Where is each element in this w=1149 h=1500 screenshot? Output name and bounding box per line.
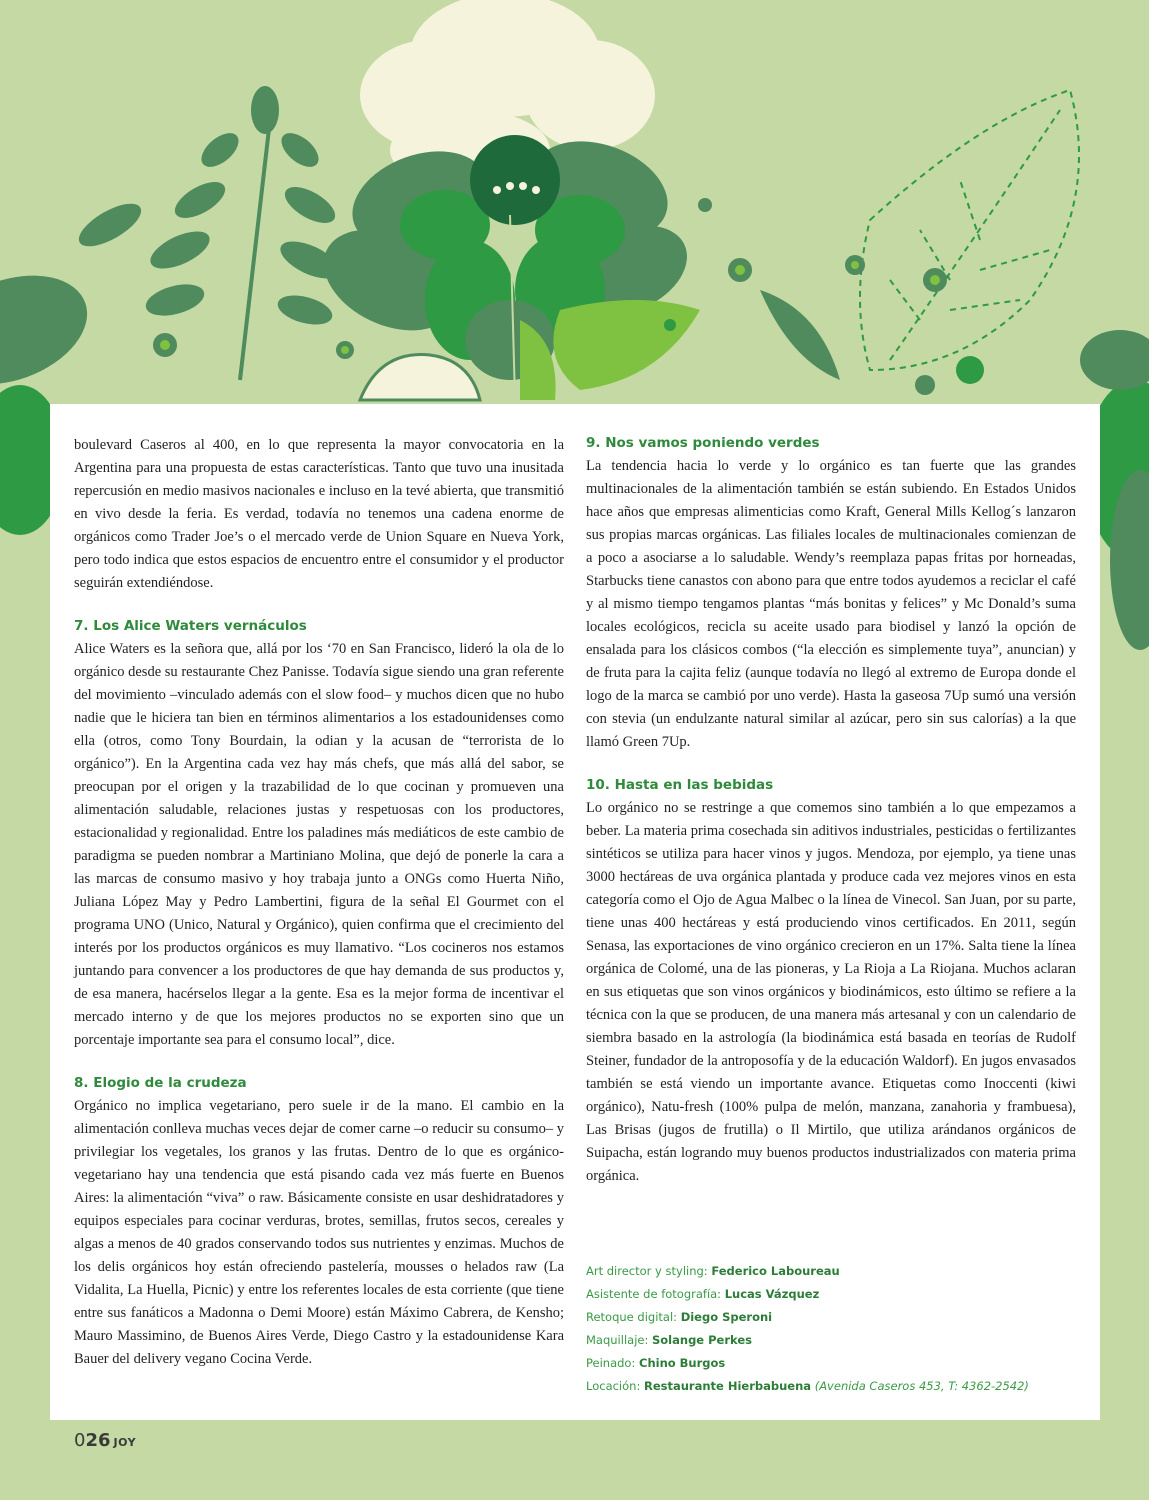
paragraph-elogio-crudeza: Orgánico no implica vegetariano, pero suele ir de la mano. El cambio en la alimentación conlleva muchas veces dejar de comer carne –o reducir su consumo– y privilegiar los vegetales, los granos y las frutas. Dentro de lo que es orgánico-vegetariano hay una tendencia que está pisando cada vez más fuerte en Buenos Aires: la alimentación “viva” o raw. Básicamente consiste en usar deshidratadores y equipos especiales para cocinar verduras, brotes, semillas, frutos secos, cereales y algas a menos de 40 grados conservando todos sus nutrientes y enzimas. Muchos de los delis orgánicos hoy están ofreciendo pastelería, mousses o helados raw (La Vidalita, La Huella, Picnic) y entre los referentes locales de esta corriente (que tiene entre sus fanáticos a Madonna o Demi Moore) están Máximo Cabrera, de Kensho; Mauro Massimino, de Buenos Aires Verde, Diego Castro y la estadounidense Kara Bauer del delivery vegano Cocina Verde. [74,1098,564,1367]
credit-line: Maquillaje: Solange Perkes [586,1333,752,1347]
article-panel [50,404,1100,1420]
heading-alice-waters: 7. Los Alice Waters vernáculos [74,618,307,634]
right-column [586,404,1076,1188]
photo-credits [586,1260,1086,1398]
paragraph-poniendo-verdes: La tendencia hacia lo verde y lo orgánico es tan fuerte que las grandes multinacionales de la alimentación también se están subiendo. En Estados Unidos hace años que empresas alimenticias como Kraft, General Mills Kellog´s lanzaron sus propias marcas orgánicas. Las filiales locales de multinacionales comienzan de a poco a asociarse a lo saludable. Wendy’s reemplaza papas fritas por horneadas, Starbucks tiene canastos con abono para que entre todos ayudemos a reciclar el café y al mismo tiempo tengamos plantas “más bonitas y felices” y Mc Donald’s suma locales ecológicos, recicla su aceite usado para biodisel y lanzó la opción de ensalada para los clásicos combos (“la elección es simplemente tuya”, anuncian) y de fruta para la cajita feliz (aunque todavía no llegó al extremo de Europa donde el logo de la marca se cambió por uno verde). Hasta la gaseosa 7Up sumó una versión con stevia (un endulzante natural similar al azúcar, pero sin sus calorías) a la que llamó Green 7Up. [586,458,1076,750]
credit-line: Asistente de fotografía: Lucas Vázquez [586,1287,820,1301]
credit-line: Art director y styling: Federico Laboureau [586,1264,840,1278]
paragraph-alice-waters: Alice Waters es la señora que, allá por los ‘70 en San Francisco, lideró la ola de lo orgánico desde su restaurante Chez Panisse. Todavía sigue siendo una gran referente del movimiento –vinculado además con el slow food– y muchos dicen que no hubo nadie que le hiciera tan bien en términos alimentarios a los estadounidenses como ella (otros, como Tony Bourdain, la odian y la acusan de “terrorista de lo orgánico”). En la Argentina cada vez hay más chefs, que más allá del sabor, se preocupan por el origen y la trazabilidad de lo que cocinan y promueven una alimentación saludable, relaciones justas y respetuosas con los productores, estacionalidad y regionalidad. Entre los paladines más mediáticos de este cambio de paradigma se pueden nombrar a Martiniano Molina, que dejó de ponerle la cara a las marcas de consumo masivo y hoy trabaja junto a ONGs como Huerta Niño, Juliana López May y Pedro Lambertini, figura de la señal El Gourmet con el programa UNO (Unico, Natural y Orgánico), quien confirma que el crecimiento del interés por los productos orgánicos es muy llamativo. “Los cocineros nos estamos juntando para convencer a los productores de que hay demanda de sus productos y, de esa manera, hacérselos llegar a la gente. Esa es la mejor forma de incentivar el mercado interno y de que los mejores productos no se exporten sino que un porcentaje importante sea para el consumo local”, dice. [74,641,564,1048]
paragraph-intro-continued: boulevard Caseros al 400, en lo que representa la mayor convocatoria en la Argentina para una propuesta de estas características. Tanto que tuvo una inusitada repercusión en medio masivos nacionales e incluso en la tevé abierta, que transmitió en vivo desde la feria. Es verdad, todavía no tenemos una cadena enorme de orgánicos como Trader Joe’s o el mercado verde de Union Square en Nueva York, pero todo indica que estos espacios de encuentro entre el consumidor y el productor seguirán extendiéndose. [74,437,564,591]
dotted-leaf-icon [860,90,1079,370]
magazine-name: JOY [113,1436,137,1449]
credit-line: Locación: Restaurante Hierbabuena (Avenida Caseros 453, T: 4362-2542) [586,1379,1029,1393]
page-folio [74,1430,136,1451]
page-number: 26 [85,1430,111,1451]
credit-line: Retoque digital: Diego Speroni [586,1310,773,1324]
paragraph-bebidas: Lo orgánico no se restringe a que comemos sino también a lo que empezamos a beber. La materia prima cosechada sin aditivos industriales, pesticidas o fertilizantes sintéticos se utiliza para hacer vinos y jugos. Mendoza, por ejemplo, ya tiene unas 3000 hectáreas de uva orgánica plantada y produce cada vez mejores vinos en esta categoría como el Ojo de Agua Malbec o la línea de Vinecol. San Juan, por su parte, tiene unas 400 hectáreas y está produciendo vinos certificados. En 2011, según Senasa, las exportaciones de vino orgánico crecieron en un 17%. Salta tiene la línea orgánica de Colomé, una de las pioneras, y La Rioja a La Riojana. Muchos aclaran en sus etiquetas que son vinos orgánicos y biodinámicos, esto último se refiere a la técnica con la que se producen, de una manera más artesanal y con un calendario de siembra basado en la astrología (la biodinámica está basada en teorías de Rudolf Steiner, fundador de la antroposofía y de la educación Waldorf). En jugos envasados también se está viendo un importante avance. Etiquetas como Inoccenti (kiwi orgánico), Natu-fresh (100% pulpa de melón, manzana, zanahoria y frambuesa), Las Brisas (jugos de frutilla) o Il Mirtilo, que utiliza arándanos orgánicos de Suipacha, están logrando muy buenos productos industrializados con materia prima orgánica. [586,800,1076,1184]
folio-prefix: 0 [74,1430,86,1451]
heading-poniendo-verdes: 9. Nos vamos poniendo verdes [586,435,820,451]
heading-bebidas: 10. Hasta en las bebidas [586,777,774,793]
left-column [74,404,564,1371]
credit-line: Peinado: Chino Burgos [586,1356,726,1370]
fern-leaf-icon [73,86,345,380]
heading-elogio-crudeza: 8. Elogio de la crudeza [74,1075,247,1091]
